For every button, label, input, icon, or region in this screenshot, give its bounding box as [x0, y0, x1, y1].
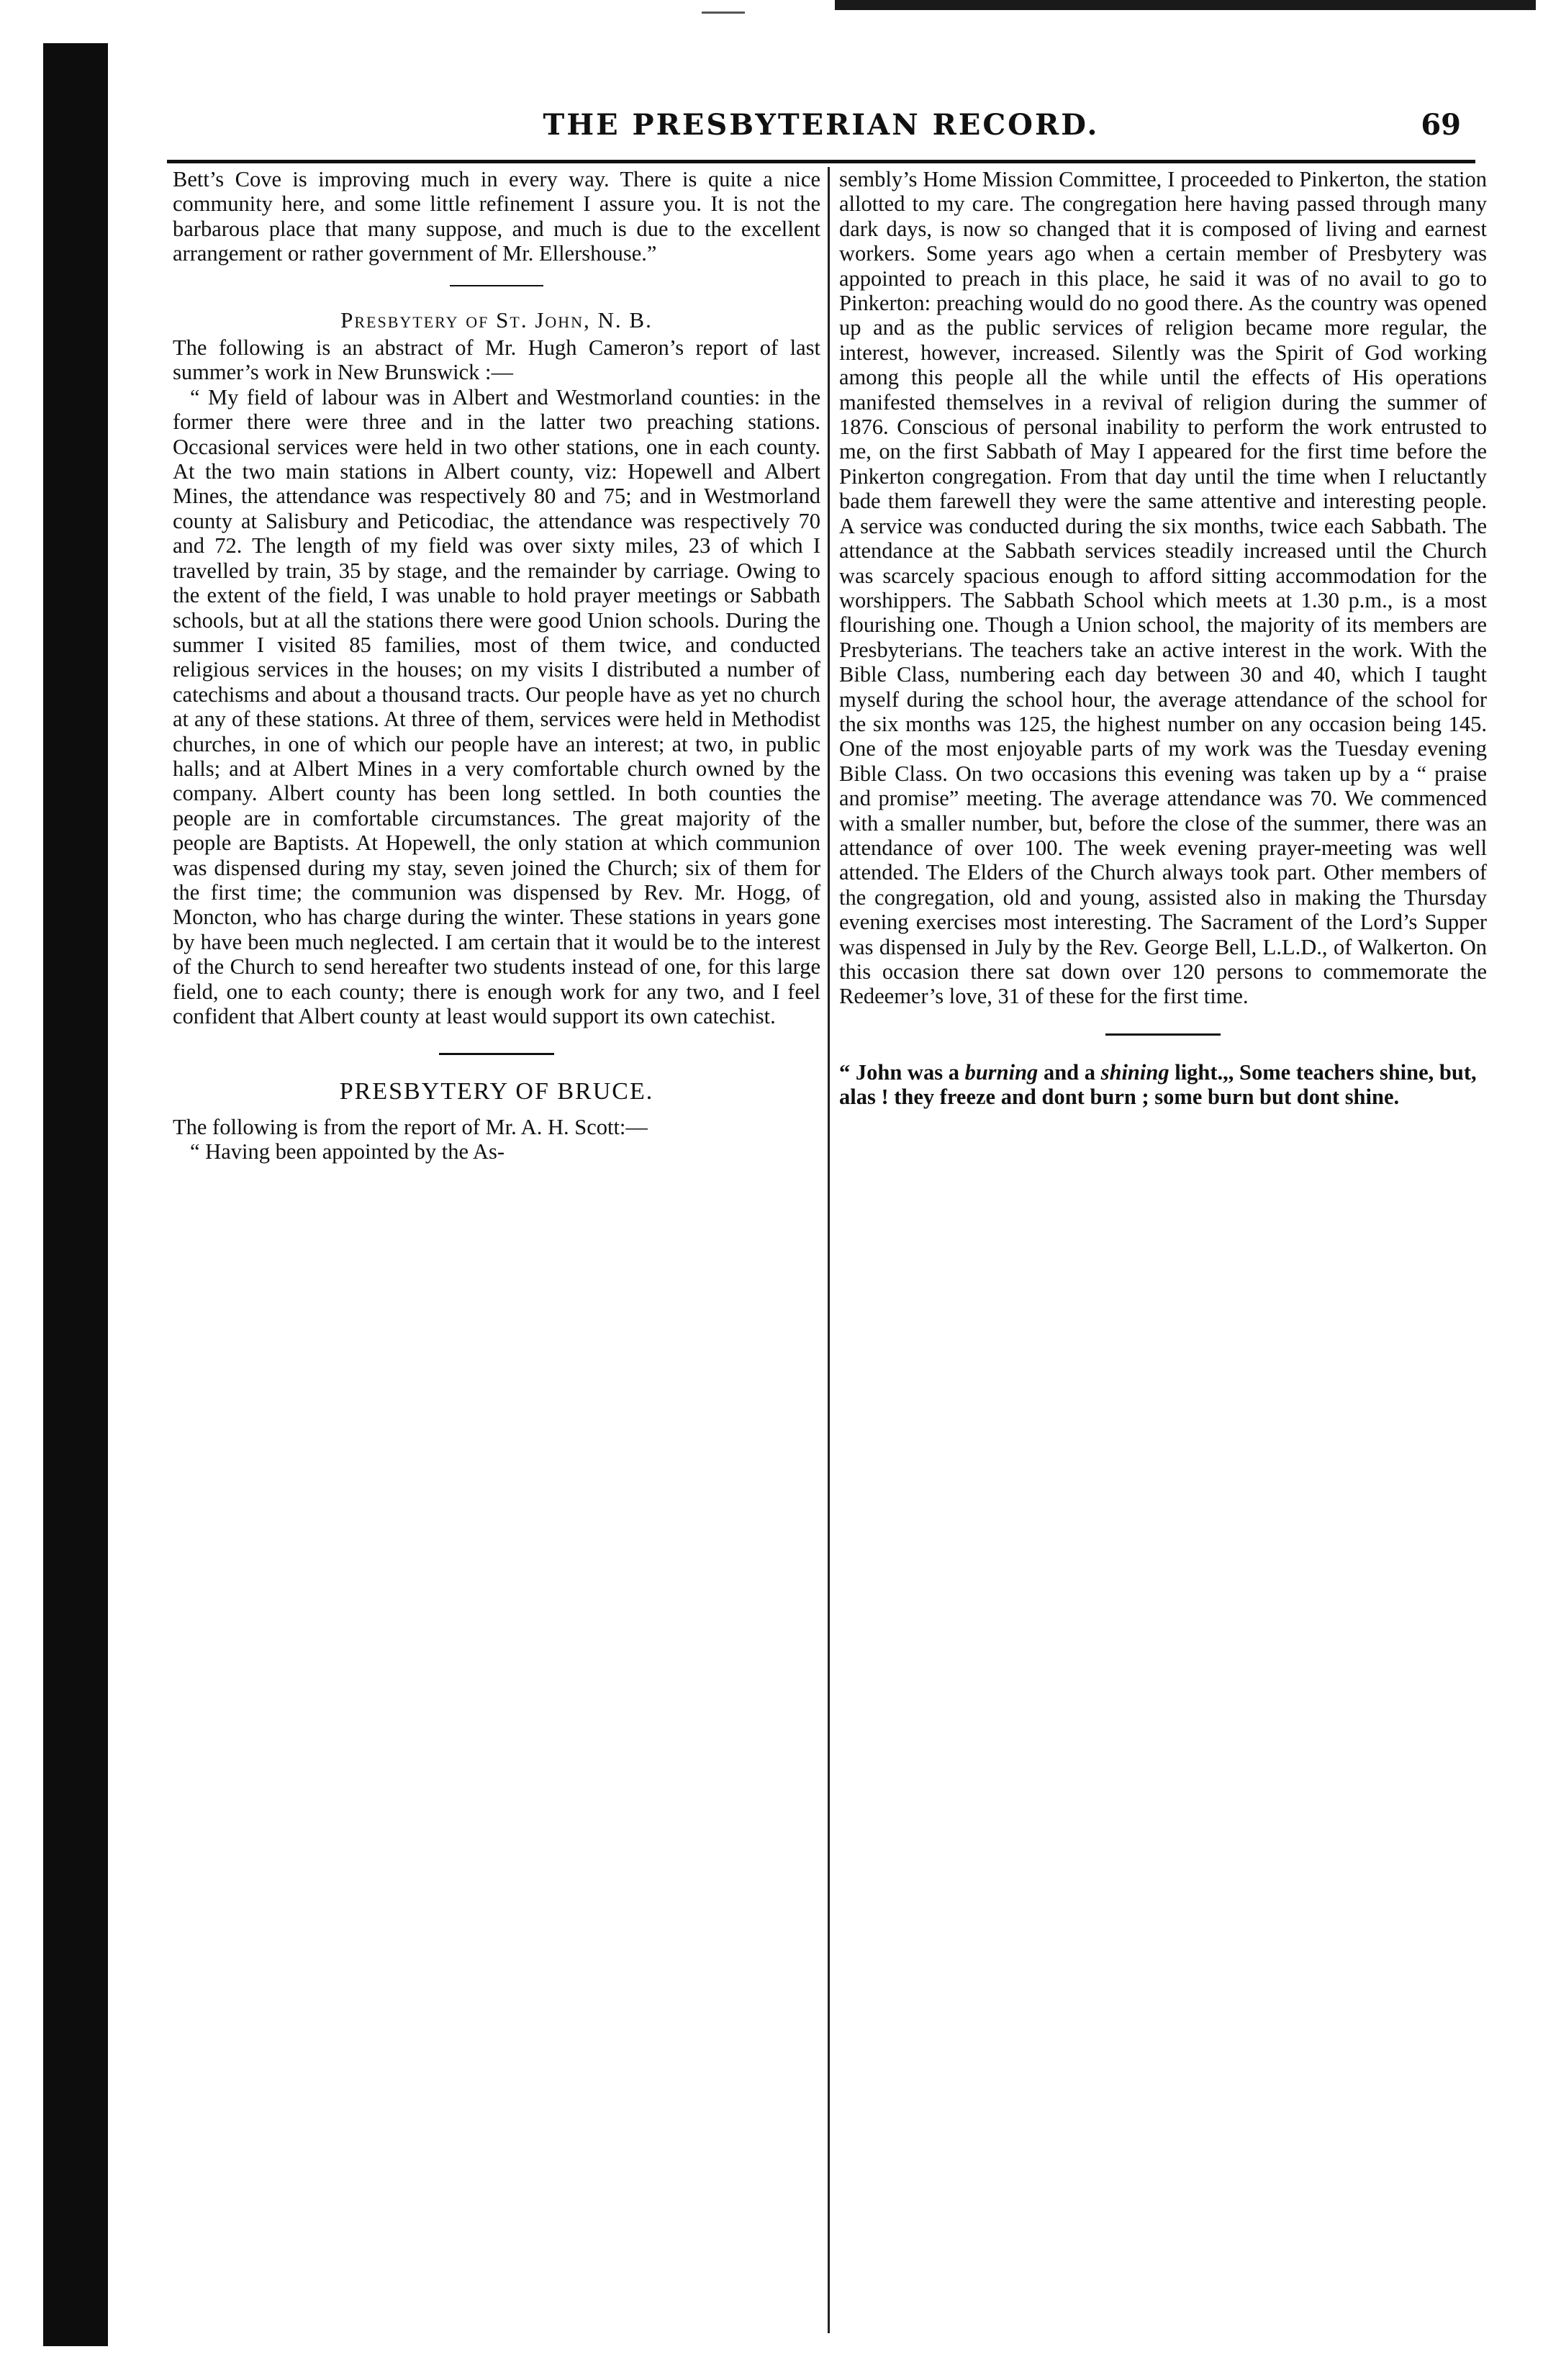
header-rule — [167, 160, 1475, 163]
page-header — [167, 108, 1475, 151]
left-column — [173, 167, 820, 1164]
quote-emphasis-shining: shining — [1100, 1059, 1169, 1085]
section-divider — [450, 285, 543, 286]
column-divider — [828, 167, 830, 2333]
publication-title: THE PRESBYTERIAN RECORD. — [543, 108, 1100, 142]
quote-text: “ John was a — [839, 1059, 965, 1085]
paragraph-scott-report-start: “ Having been appointed by the As- — [190, 1139, 505, 1164]
quote-emphasis-burning: burning — [964, 1059, 1039, 1085]
top-edge-bar — [835, 0, 1536, 10]
binding-spine-shadow — [43, 43, 108, 2346]
paragraph-cameron-report: “ My field of labour was in Albert and Westmorland counties: in the former there were three and in the latter two preaching stations. Occasional services were held in two other stations, one in each county. At the two main stations in Albert county, viz: Hopewell and Albert Mines, the attendance was respectively 80 and 75; and in Westmorland county at Salisbury and Peticodiac, the attendance was respectively 70 and 72. The length of my field was over sixty miles, 23 of which I travelled by train, 35 by stage, and the remainder by carriage. Owing to the extent of the field, I was unable to hold prayer meetings or Sabbath schools, but at all the stations there were good Union schools. During the summer I visited 85 families, most of them twice, and conducted religious services in the houses; on my visits I distributed a number of catechisms and about a thousand tracts. Our people have as yet no church at any of these stations. At three of them, services were held in Methodist churches, in one of which our people have an interest; at two, in public halls; and at Albert Mines in a very comfortable church owned by the company. Albert county has been long settled. In both counties the people are in comfortable circumstances. The great majority of the people are Baptists. At Hopewell, the only station at which communion was dispensed during my stay, seven joined the Church; six of them for the first time; the communion was dispensed by Rev. Mr. Hogg, of Moncton, who has charge during the winter. These stations in years gone by have been much neglected. I am certain that it would be to the interest of the Church to send hereafter two students instead of one, for this large field, one to each county; there is enough work for any two, and I feel confident that Albert county at least would support its own catechist. — [173, 384, 820, 1028]
page-number: 69 — [1421, 108, 1461, 142]
paragraph-betts-cove: Bett’s Cove is improving much in every way. There is quite a nice community here, and some little refinement I assure you. It is not the barbarous place that many suppose, and much is due to the excellent arrangement or rather government of Mr. Ellershouse.” — [173, 167, 820, 266]
quote-text: light.,, — [1169, 1059, 1234, 1085]
heading-presbytery-bruce: PRESBYTERY OF BRUCE. — [339, 1078, 654, 1105]
quote-text: Some teachers shine, but, alas ! they freeze and dont burn ; some burn but dont shine. — [839, 1059, 1477, 1110]
section-divider — [439, 1053, 554, 1055]
closing-quote — [839, 1060, 1487, 1110]
paragraph-scott-report-continued: sembly’s Home Mission Committee, I proceeded to Pinkerton, the station allotted to my care. The congregation here having passed through many dark days, is now so changed that it is composed of living and earnest workers. Some years ago when a certain member of Presbytery was appointed to preach in this place, he said it was of no avail to go to Pinkerton: preaching would do no good there. As the country was opened up and as the public services of religion became more regular, the interest, however, increased. Silently was the Spirit of God working among this people all the while until the effects of His operations manifested themselves in a revival of religion during the summer of 1876. Conscious of personal inability to perform the work entrusted to me, on the first Sabbath of May I appeared for the first time before the Pinkerton congregation. From that day until the time when I reluctantly bade them farewell they were the same attentive and interesting people. A service was conducted during the six months, twice each Sabbath. The attendance at the Sabbath services steadily increased until the Church was scarcely spacious enough to afford sitting accommodation for the worshippers. The Sabbath School which meets at 1.30 p.m., is a most flourishing one. Though a Union school, the majority of its members are Presbyterians. The teachers take an active interest in the work. With the Bible Class, numbering each day between 30 and 40, which I taught myself during the school hour, the average attendance of the school for the six months was 125, the highest number on any occasion being 145. One of the most enjoyable parts of my work was the Tuesday evening Bible Class. On two occasions this evening was taken up by a “ praise and promise” meeting. The average attendance was 70. We commenced with a smaller number, but, before the close of the summer, there was an attendance of over 100. The week evening prayer-meeting was well attended. The Elders of the Church always took part. Other members of the congregation, old and young, assisted also in making the Thursday evening exercises most interesting. The Sacrament of the Lord’s Supper was dispensed in July by the Rev. George Bell, L.L.D., of Walkerton. On this occasion there sat down over 120 persons to commemorate the Redeemer’s love, 31 of these for the first time. — [839, 167, 1487, 1009]
paragraph-abstract-intro: The following is an abstract of Mr. Hugh Cameron’s report of last summer’s work in New Brunswick :— — [173, 335, 820, 385]
quote-text: and a — [1038, 1059, 1101, 1085]
top-edge-mark — [702, 12, 745, 14]
heading-presbytery-st-john: Presbytery of St. John, N. B. — [340, 307, 653, 332]
right-column — [839, 167, 1487, 1110]
paragraph-scott-intro: The following is from the report of Mr. A. H. Scott:— — [173, 1114, 648, 1139]
section-divider — [1105, 1033, 1221, 1036]
